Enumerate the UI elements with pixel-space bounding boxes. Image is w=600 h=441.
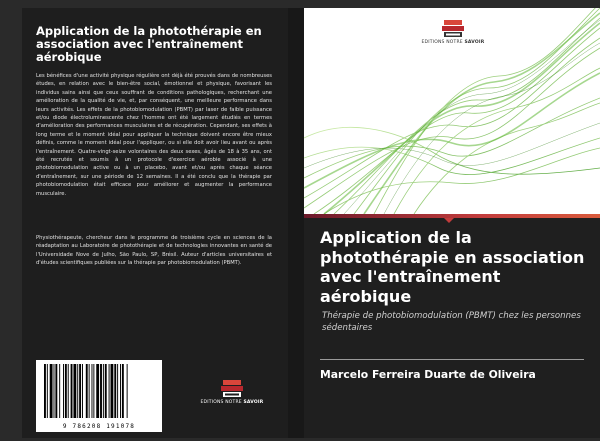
back-cover: [22, 8, 288, 438]
barcode-bar: [79, 364, 81, 418]
author-biography: Physiothérapeute, chercheur dans le programme de troisième cycle en sciences de la réadaptation au Laboratoire de photothérapie et de technologies innovantes en santé de l'Universidade Nove de Julho, São Paulo, SP, Brésil. Auteur d'articles universitaires et d'études scientifiques publiées sur la thérapie par photobiomodulation (PBMT).: [36, 235, 272, 267]
isbn-barcode: [36, 360, 162, 432]
barcode-bar: [100, 364, 102, 418]
back-publisher-logo: [182, 380, 282, 405]
publisher-bold: SAVOIR: [464, 40, 485, 45]
back-publisher-name: [182, 400, 282, 405]
back-cover-title: Application de la photothérapie en association avec l'entraînement aérobique: [36, 24, 262, 64]
barcode-bar: [89, 364, 90, 418]
barcode-bar: [86, 364, 88, 418]
barcode-bar: [65, 364, 67, 418]
stacked-books-icon: [220, 380, 244, 398]
barcode-bar: [109, 364, 110, 418]
book-spine: [288, 8, 304, 438]
publisher-bold: SAVOIR: [243, 400, 264, 405]
barcode-bar: [120, 364, 121, 418]
cover-artwork: [304, 8, 600, 214]
barcode-bar: [111, 364, 114, 418]
barcode-bar: [63, 364, 64, 418]
barcode-bar: [47, 364, 48, 418]
divider: [320, 359, 584, 360]
barcode-bar: [117, 364, 118, 418]
barcode-bar: [127, 364, 128, 418]
front-cover-title: Application de la photothérapie en association avec l'entraînement aérobique: [320, 228, 585, 306]
front-publisher-name: [408, 40, 498, 45]
accent-notch: [444, 218, 454, 223]
front-publisher-logo: [408, 20, 498, 45]
stacked-books-icon: [441, 20, 465, 38]
barcode-number: 9 786208 191078: [62, 423, 136, 430]
barcode-bar: [122, 364, 124, 418]
barcode-bar: [92, 364, 93, 418]
author-name: Marcelo Ferreira Duarte de Oliveira: [320, 368, 536, 381]
barcode-bar: [93, 364, 94, 418]
publisher-prefix: EDITIONS NOTRE: [421, 40, 465, 45]
barcode-bar: [105, 364, 107, 418]
barcode-bar: [82, 364, 83, 418]
barcode-bar: [59, 364, 60, 418]
barcode-bar: [73, 364, 76, 418]
barcode-bar: [55, 364, 57, 418]
barcode-bar: [114, 364, 116, 418]
back-cover-summary: Les bénéfices d'une activité physique régulière ont déjà été prouvés dans de nombreuses études, en relation avec le bien-être social, émotionnel et physique, favorisant les individus sains ainsi que ceux souffrant de conditions pathologiques, recherchant une amélioration de la qualité de vie, et, par conséquent, une meilleure performance dans leurs activités. Les effets de la photobiomodulation (PBMT) par laser de faible puissance et/ou diode électroluminescente chez l'homme ont été largement étudiés en termes d'amélioration des performances musculaires et de récupération. Cependant, ses effets à long terme et le moment idéal pour appliquer la technique doivent encore être mieux définis, comme le moment idéal pour l'appliquer, ou si elle doit avoir lieu avant ou après l'entraînement. Quatre-vingt-seize volontaires des deux sexes, âgés de 18 à 35 ans, ont été recrutés et soumis à un protocole d'exercice aérobie associé à une photobiomodulation active ou à un placebo, avant et/ou après chaque séance d'entraînement, sur une période de 12 semaines. Il a été conclu que la thérapie par photobiomodulation était efficace pour améliorer et augmenter la performance musculaire.: [36, 73, 272, 197]
barcode-bar: [71, 364, 73, 418]
barcode-bar: [96, 364, 99, 418]
barcode-bar: [77, 364, 78, 418]
publisher-prefix: EDITIONS NOTRE: [200, 400, 244, 405]
barcode-bar: [44, 364, 46, 418]
front-cover-subtitle: Thérapie de photobiomodulation (PBMT) chez les personnes sédentaires: [322, 311, 581, 333]
barcode-bar: [50, 364, 53, 418]
barcode-bar: [103, 364, 104, 418]
barcode-bar: [68, 364, 69, 418]
barcode-bars: [42, 364, 156, 420]
barcode-bar: [54, 364, 55, 418]
front-cover: [304, 8, 600, 438]
